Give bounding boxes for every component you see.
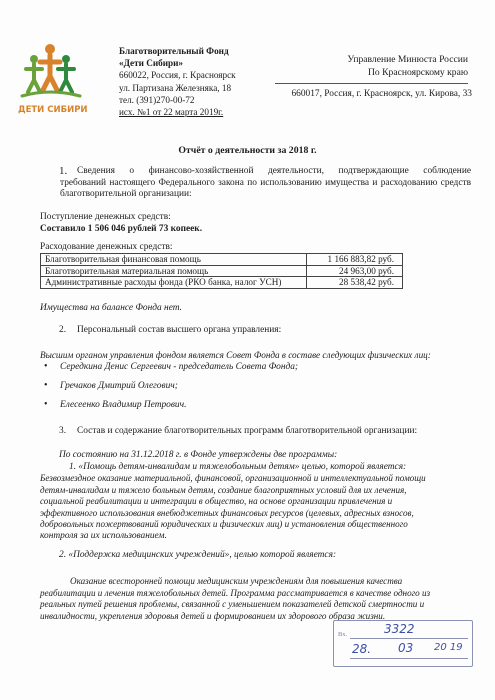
program1-line: детям-инвалидам и тяжело больным детям, создание благоприятных условий для их лечения, <box>40 484 407 495</box>
section3-heading: Состав и содержание благотворительных программ благотворительной организации: <box>77 426 418 436</box>
assets-note: Имущества на балансе Фонда нет. <box>40 303 182 313</box>
member-item: Елесеенко Владимир Петрович. <box>60 400 187 410</box>
table-row <box>41 254 403 266</box>
expense-name: Благотворительная материальная помощь <box>41 265 307 277</box>
stamp-date-month: 03 <box>398 641 414 655</box>
outgoing-reference: исх. №1 от 22 марта 2019г. <box>119 107 224 118</box>
expense-value: 28 538,42 руб. <box>307 277 403 289</box>
org-phone: тел. (391)270-00-72 <box>119 94 195 105</box>
stamp-date-year: 20 19 <box>434 642 463 653</box>
program2-line: Оказание всесторонней помощи медицинским учреждениям для повышения качества <box>70 576 403 586</box>
recipient-address: 660017, Россия, г. Красноярск, ул. Кирова, 33 <box>291 89 472 99</box>
sender-block <box>119 45 269 118</box>
section2-intro: Высшим органом управления фондом является Совет Фонда в составе следующих физических лиц: <box>40 350 431 360</box>
recipient-name: Управление Минюста России <box>347 54 468 65</box>
section1-text-rest: требований настоящего Федерального закона по использованию имущества и расходованию средств благотворительной организации: <box>60 177 471 200</box>
stamp-divider <box>350 638 468 639</box>
income-label: Поступление денежных средств: <box>40 212 171 222</box>
section1-text-first: Сведения о финансово-хозяйственной деятельности, подтверждающие соблюдение <box>77 166 471 176</box>
section1-number: 1. <box>59 165 68 177</box>
stamp-date-day: 28. <box>352 642 372 656</box>
section2-heading: Персональный состав высшего органа управления: <box>77 325 282 335</box>
program2-title: 2. «Поддержка медицинских учреждений», целью которой является: <box>59 550 337 560</box>
expense-label: Расходование денежных средств: <box>40 242 173 252</box>
section2-number: 2. <box>59 325 67 335</box>
bullet-icon: • <box>44 380 48 391</box>
incoming-stamp <box>333 620 473 667</box>
program2-line: реальных путей решения проблемы, связанной с уменьшением показателей детской смертности и <box>40 599 425 609</box>
recipient-region: По Красноярскому краю <box>368 66 468 78</box>
logo-text: ДЕТИ СИБИРИ <box>18 105 88 115</box>
org-address-city: 660022, Россия, г. Красноярск <box>119 70 236 81</box>
program2-line: реабилитации и лечения тяжелобольных детей. Программа рассматривается в качестве одного из <box>40 587 431 598</box>
program1-line: Безвозмездное оказание материальной, финансовой, организационной и интеллектуальной помощи <box>40 473 426 483</box>
expense-value: 1 166 883,82 руб. <box>307 254 403 266</box>
stamp-in-label: Вх. <box>338 631 348 638</box>
income-value: Составило 1 506 046 рублей 73 копеек. <box>40 223 203 234</box>
bullet-icon: • <box>44 361 48 372</box>
member-item: Гречаков Дмитрий Олегович; <box>60 381 178 391</box>
expense-name: Административные расходы фонда (РКО банка, налог УСН) <box>41 277 307 289</box>
expense-name: Благотворительная финансовая помощь <box>41 254 307 266</box>
table-row <box>41 277 403 289</box>
program1-line: добровольных пожертвований юридических и физических лиц) и установления общественного <box>40 519 408 529</box>
org-name: Благотворительный Фонд <box>119 46 229 56</box>
recipient-block <box>318 54 468 79</box>
bullet-icon: • <box>44 399 48 410</box>
recipient-divider <box>275 83 468 84</box>
table-row <box>41 265 403 277</box>
section3-number: 3. <box>59 426 67 436</box>
foundation-logo <box>14 40 114 118</box>
stamp-number: 3322 <box>384 622 415 636</box>
program1-title: 1. «Помощь детям-инвалидам и тяжелобольным детям» целью, которой является: <box>69 461 407 472</box>
stamp-divider <box>350 658 468 659</box>
program1-line: контроля за их использованием. <box>40 530 167 541</box>
program1-line: социальной реабилитации и интеграции в общество, на основе организации привлечения и <box>40 496 393 506</box>
program1-line: эффективного использования внебюджетных финансовых ресурсов (целевых, адресных взносов, <box>40 507 414 518</box>
expense-table <box>40 253 403 289</box>
org-address-street: ул. Партизана Железняка, 18 <box>119 82 232 93</box>
logo-figures <box>22 44 80 96</box>
section3-intro: По состоянию на 31.12.2018 г. в Фонде утверждены две программы: <box>59 450 338 460</box>
org-name-quoted: «Дети Сибири» <box>119 58 184 69</box>
report-title: Отчёт о деятельности за 2018 г. <box>178 145 317 156</box>
expense-value: 24 963,00 руб. <box>307 265 403 277</box>
program2-line: инвалидности, укрепления здоровья детей и формированием их здорового образа жизни. <box>40 610 386 621</box>
member-item: Середкина Денис Сергеевич - председатель Совета Фонда; <box>60 362 299 372</box>
